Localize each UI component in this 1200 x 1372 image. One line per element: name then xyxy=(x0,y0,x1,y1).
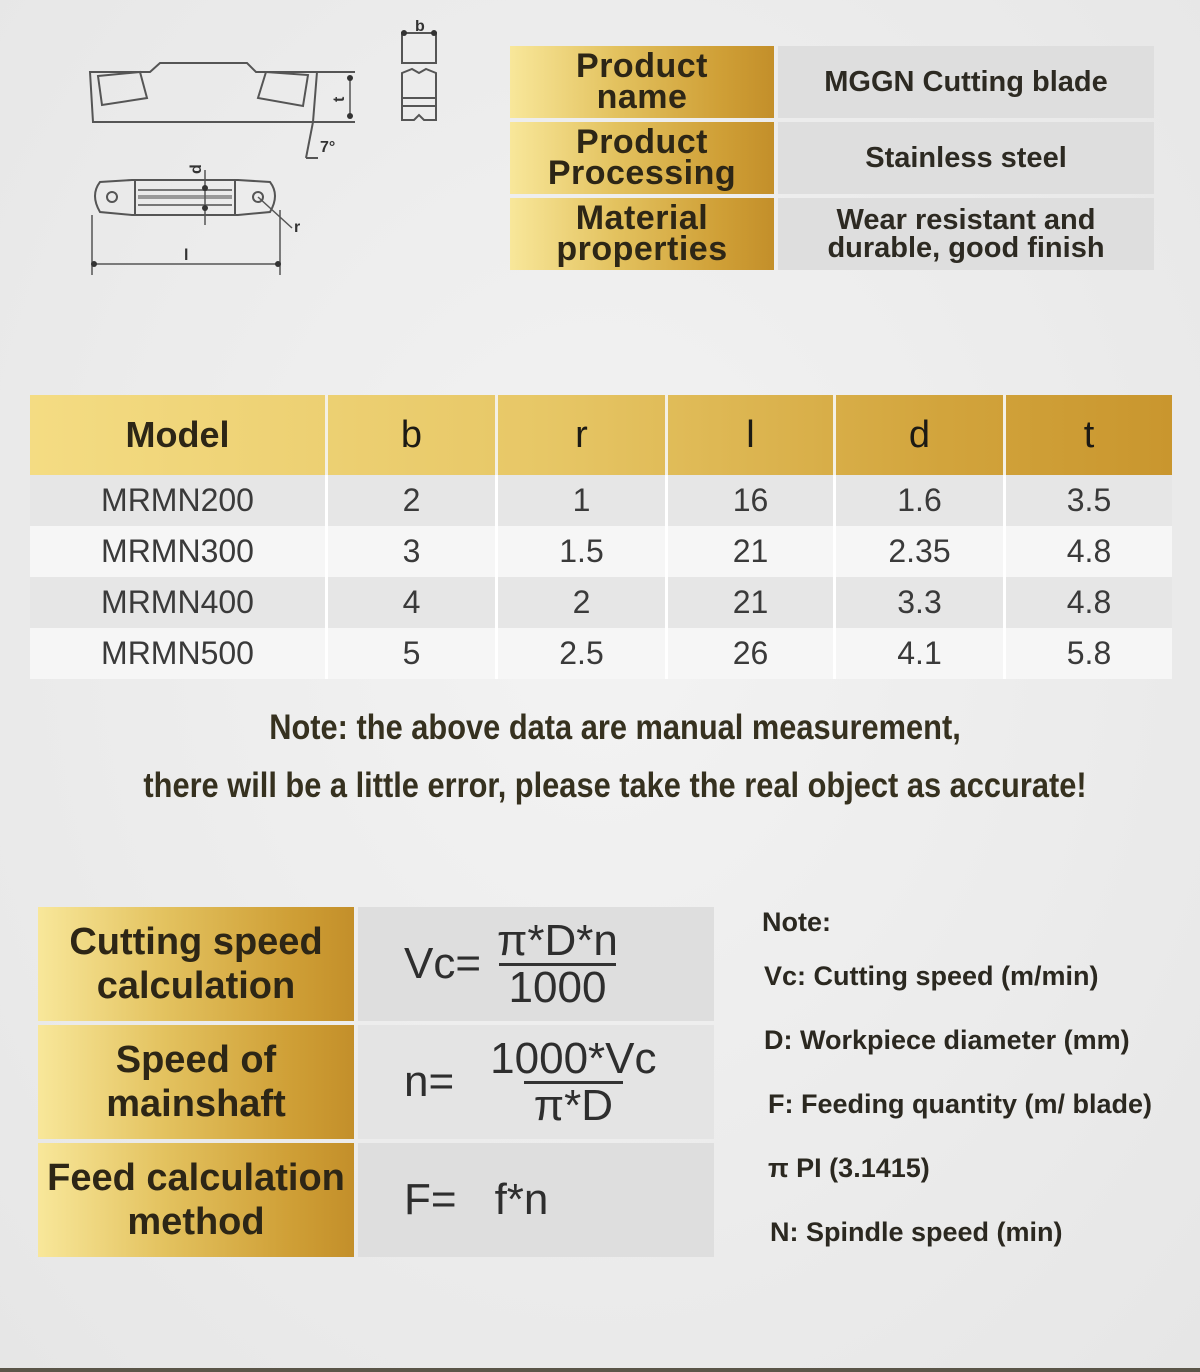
denominator: π*D xyxy=(524,1081,623,1128)
cell-d: 3.3 xyxy=(836,577,1006,628)
formula-lhs: Vc= xyxy=(404,939,482,988)
formula-label xyxy=(38,1143,354,1257)
value-text: Wear resistant and xyxy=(836,204,1096,236)
info-row-material-properties xyxy=(510,198,1154,270)
label-d: d xyxy=(188,164,205,174)
formula-expression: f*n xyxy=(494,1175,549,1224)
note-item-pi: π PI (3.1415) xyxy=(768,1153,930,1183)
cell-model: MRMN200 xyxy=(30,475,328,526)
cell-r: 1.5 xyxy=(498,526,668,577)
note-item-n: N: Spindle speed (min) xyxy=(770,1217,1063,1247)
label-line: Material xyxy=(575,199,709,237)
numerator: 1000*Vc xyxy=(490,1033,657,1083)
formula-lhs: F= xyxy=(404,1175,457,1224)
label-line: Feed calculation xyxy=(47,1157,345,1199)
label-b: b xyxy=(415,20,425,35)
value-text: Stainless steel xyxy=(865,142,1067,174)
formula-row-feed xyxy=(38,1143,714,1257)
cell-l: 16 xyxy=(668,475,836,526)
cell-b: 2 xyxy=(328,475,498,526)
note-item-f: F: Feeding quantity (m/ blade) xyxy=(768,1089,1152,1119)
info-label xyxy=(510,198,774,270)
cell-t: 5.8 xyxy=(1006,628,1172,679)
cell-l: 21 xyxy=(668,577,836,628)
value-text: durable, good finish xyxy=(827,232,1105,264)
formula-lhs: n= xyxy=(404,1057,455,1106)
info-row-product-name xyxy=(510,46,1154,118)
cell-r: 2.5 xyxy=(498,628,668,679)
denominator: 1000 xyxy=(499,963,617,1010)
cell-b: 3 xyxy=(328,526,498,577)
notes-title: Note: xyxy=(762,907,831,937)
label-angle: 7° xyxy=(320,139,336,156)
label-r: r xyxy=(294,219,301,236)
label-line: Processing xyxy=(547,154,737,192)
formula-table xyxy=(38,907,714,1261)
header-l: l xyxy=(668,395,836,475)
value-text: MGGN Cutting blade xyxy=(824,66,1108,98)
blade-diagram-icon xyxy=(80,20,470,280)
info-value xyxy=(778,198,1154,270)
header-t: t xyxy=(1083,413,1095,456)
spec-header-row xyxy=(30,395,1172,475)
label-line: mainshaft xyxy=(106,1083,286,1125)
cell-d: 2.35 xyxy=(836,526,1006,577)
insert-technical-drawing xyxy=(80,20,470,280)
label-line: properties xyxy=(556,230,728,268)
info-value xyxy=(778,46,1154,118)
measurement-disclaimer xyxy=(0,700,1200,816)
model-spec-table xyxy=(30,395,1172,679)
disclaimer-line-1: Note: the above data are manual measurement, xyxy=(269,708,961,747)
cell-l: 21 xyxy=(668,526,836,577)
table-row xyxy=(30,628,1172,679)
formula-row-cutting-speed xyxy=(38,907,714,1021)
info-label xyxy=(510,122,774,194)
header-b: b xyxy=(328,395,498,475)
cell-model: MRMN300 xyxy=(30,526,328,577)
info-value xyxy=(778,122,1154,194)
table-row xyxy=(30,526,1172,577)
label-line: name xyxy=(596,78,688,116)
header-r: r xyxy=(498,395,668,475)
header-model: Model xyxy=(30,395,328,475)
numerator: π*D*n xyxy=(497,915,618,965)
info-label xyxy=(510,46,774,118)
table-row xyxy=(30,577,1172,628)
cell-r: 2 xyxy=(498,577,668,628)
info-row-product-processing xyxy=(510,122,1154,194)
table-row xyxy=(30,475,1172,526)
label-line: Cutting speed xyxy=(69,921,323,963)
formula-value xyxy=(358,1143,714,1257)
disclaimer-line-2: there will be a little error, please take the real object as accurate! xyxy=(143,766,1087,805)
formula-value xyxy=(358,1025,714,1139)
label-line: Product xyxy=(576,123,708,161)
formula-fraction xyxy=(480,1033,666,1130)
cell-r: 1 xyxy=(498,475,668,526)
formula-label xyxy=(38,1025,354,1139)
variable-notes xyxy=(762,900,1182,1264)
label-line: method xyxy=(127,1201,265,1243)
cell-t: 4.8 xyxy=(1006,577,1172,628)
header-d: d xyxy=(836,395,1006,475)
label-line: calculation xyxy=(96,965,296,1007)
cell-b: 5 xyxy=(328,628,498,679)
cell-t: 3.5 xyxy=(1006,475,1172,526)
note-item-d: D: Workpiece diameter (mm) xyxy=(764,1025,1130,1055)
cell-d: 1.6 xyxy=(836,475,1006,526)
label-line: Speed of xyxy=(115,1039,277,1081)
label-t: t xyxy=(331,96,348,102)
label-l: l xyxy=(184,247,189,264)
cell-t: 4.8 xyxy=(1006,526,1172,577)
formula-label xyxy=(38,907,354,1021)
formula-fraction xyxy=(487,915,628,1012)
bottom-divider xyxy=(0,1368,1200,1372)
cell-d: 4.1 xyxy=(836,628,1006,679)
formula-value xyxy=(358,907,714,1021)
cell-model: MRMN500 xyxy=(30,628,328,679)
cell-model: MRMN400 xyxy=(30,577,328,628)
note-item-vc: Vc: Cutting speed (m/min) xyxy=(764,961,1099,991)
cell-b: 4 xyxy=(328,577,498,628)
product-info-table xyxy=(510,46,1154,274)
formula-row-mainshaft-speed xyxy=(38,1025,714,1139)
cell-l: 26 xyxy=(668,628,836,679)
label-line: Product xyxy=(576,47,708,85)
